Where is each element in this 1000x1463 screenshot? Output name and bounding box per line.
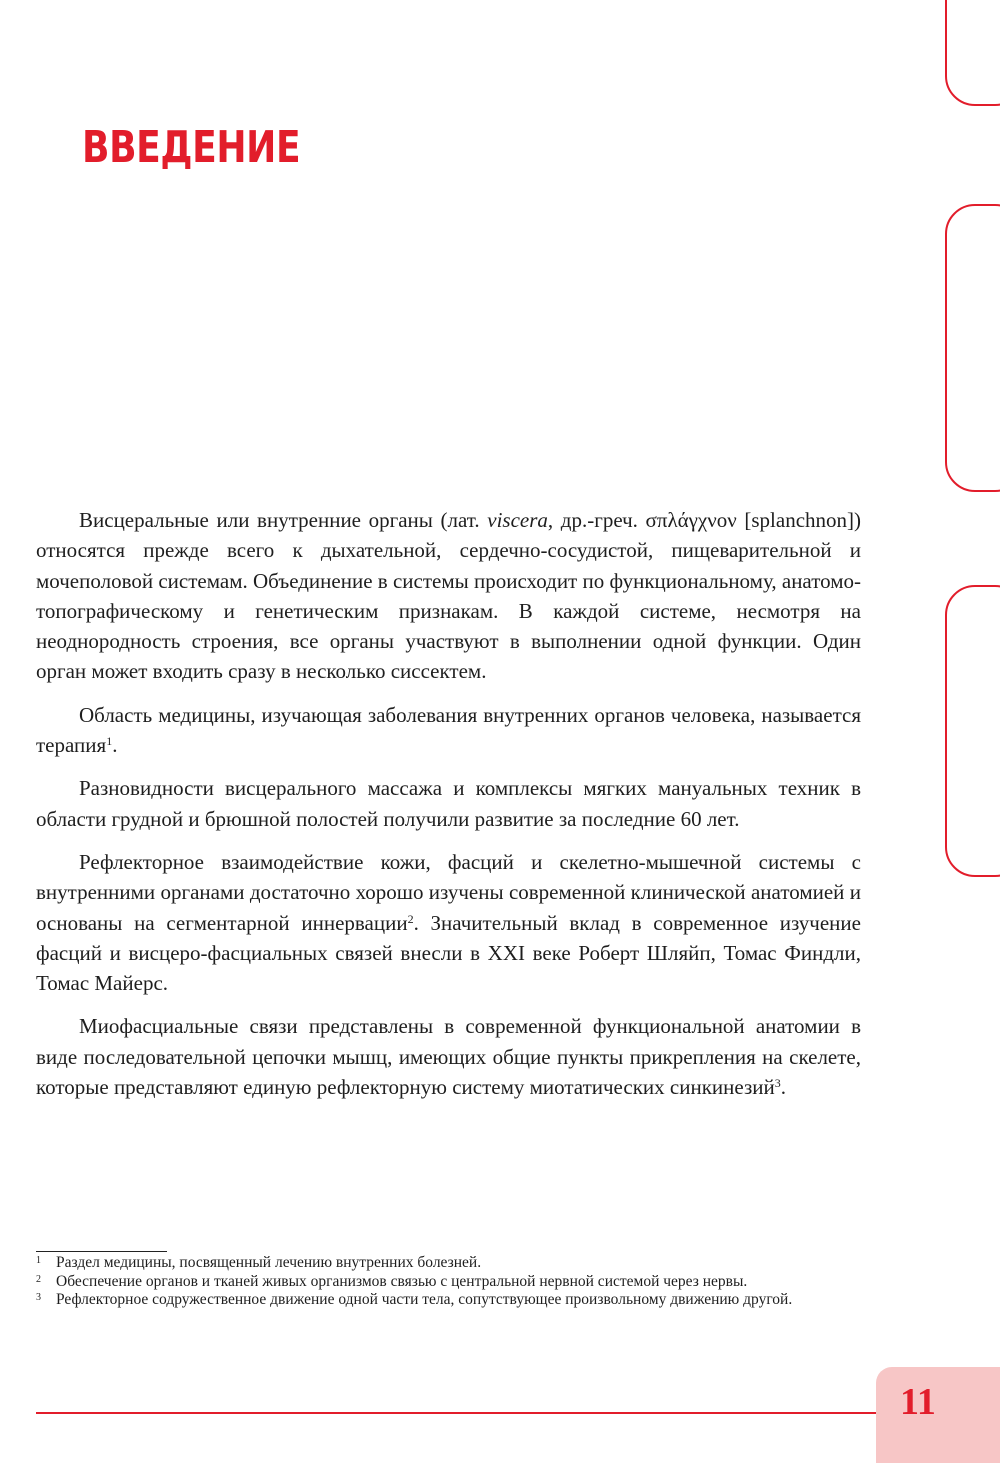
footnote-ref: 2 — [407, 911, 414, 926]
page-number-tab — [876, 1367, 1000, 1463]
footnote-ref: 1 — [106, 734, 113, 749]
footnote-item — [36, 1291, 862, 1310]
footnote-divider — [36, 1251, 167, 1252]
chapter-title: ВВЕДЕНИЕ — [82, 122, 301, 173]
footnote-ref: 3 — [774, 1076, 781, 1091]
footnote-item — [36, 1254, 862, 1273]
main-text — [36, 505, 861, 1115]
edge-tab-bottom — [945, 585, 1000, 877]
footnote-text: Рефлекторное содружественное движение одной части тела, сопутствующее произвольному движению другой. — [56, 1291, 793, 1308]
footnote-item — [36, 1273, 862, 1292]
edge-tab-middle — [945, 204, 1000, 492]
footnote-number: 1 — [36, 1255, 41, 1266]
page-number: 11 — [900, 1381, 936, 1423]
latin-term: viscera — [487, 508, 548, 532]
footnote-number: 3 — [36, 1292, 41, 1303]
paragraph-3: Разновидности висцерального массажа и комплексы мягких мануальных техник в области грудной и брюшной полостей получили развитие за последние 60 лет. — [36, 776, 861, 831]
footnotes — [36, 1254, 862, 1310]
footnote-text: Обеспечение органов и тканей живых организмов связью с центральной нервной системой через нервы. — [56, 1272, 748, 1290]
edge-tab-top — [945, 0, 1000, 106]
paragraph-4: Рефлекторное взаимодействие кожи, фасций и скелетно-мышечной системы с внутренними органами достаточно хорошо изучены современной клинической анатомией и основаны на сегментарной иннервации$^2$. Значительный вклад в современное изучение фасций и висцеро-фасциальных связей внесли в XXI веке Роберт Шляйп, Томас Финдли, Томас Майерс. — [36, 849, 861, 996]
bottom-rule — [36, 1412, 876, 1414]
footnote-text: Раздел медицины, посвященный лечению внутренних болезней. — [56, 1254, 482, 1271]
paragraph-5: Миофасциальные связи представлены в современной функциональной анатомии в виде последовательной цепочки мышц, имеющих общие пункты прикрепления на скелете, которые представляют единую рефлекторную систему миотатических синкинезий$^3$. — [36, 1014, 861, 1100]
paragraph-2: Область медицины, изучающая заболевания внутренних органов человека, называется терапия$^1$. — [36, 702, 861, 758]
footnote-number: 2 — [36, 1273, 41, 1285]
paragraph-1: Висцеральные или внутренние органы (лат. viscera, др.-греч. σπλάγχνον [splanchnon]) относятся прежде всего к дыхательной, сердечно-сосудистой, пищеварительной и мочеполовой системам. Объединение в системы происходит по функциональному, анатомо-топографическому и генетическим признакам. В каждой системе, несмотря на неоднородность строения, все органы участвуют в выполнении одной функции. Один орган может входить сразу в несколько сиссектем. — [36, 508, 861, 684]
